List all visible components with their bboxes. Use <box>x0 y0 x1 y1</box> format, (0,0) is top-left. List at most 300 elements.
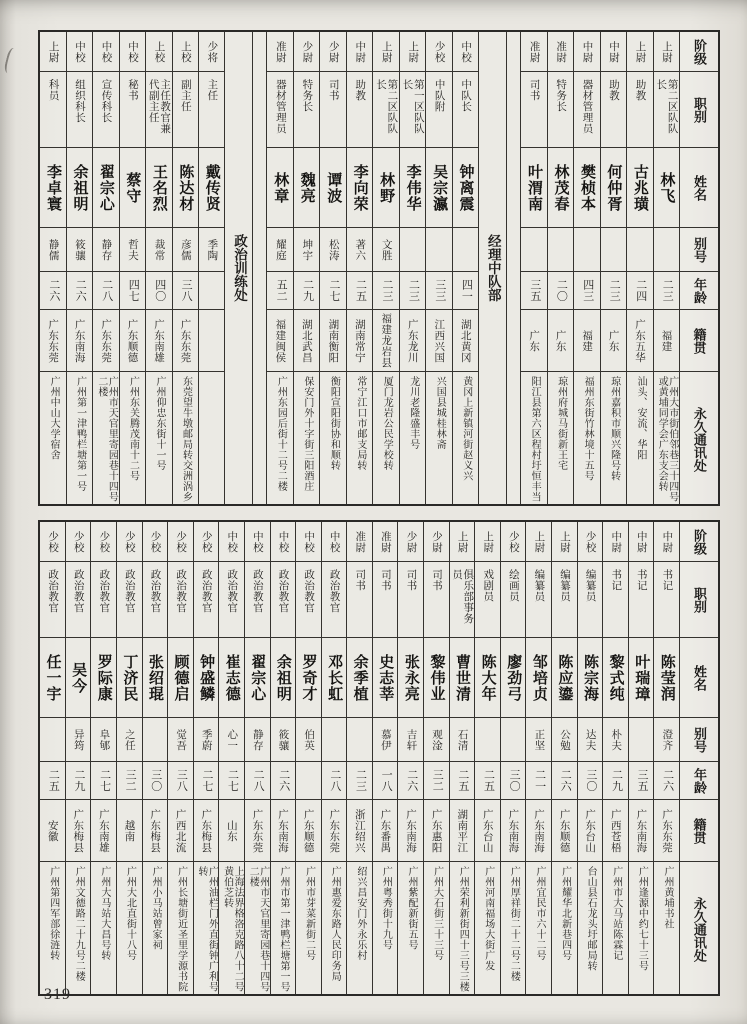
rank-cell: 中尉 <box>347 32 372 72</box>
person-column <box>520 32 546 504</box>
age-cell: 三〇 <box>501 762 526 800</box>
native-cell: 安徽 <box>40 800 65 862</box>
rank-cell: 上尉 <box>400 32 425 72</box>
address-cell: 广州大北直街十八号 <box>124 866 136 961</box>
age-cell: 三五 <box>521 272 546 310</box>
rank-cell: 上尉 <box>627 32 652 72</box>
native-cell: 广东南海 <box>629 800 654 862</box>
age-cell: 二三 <box>654 272 679 310</box>
rank-cell: 少校 <box>194 522 219 562</box>
rank-cell: 少将 <box>199 32 224 72</box>
row-header: 永久通讯处 <box>691 896 707 962</box>
person-column <box>372 522 398 994</box>
address-cell: 广州荣利新街四十三号三楼 <box>457 866 469 992</box>
native-cell: 广东台山 <box>578 800 603 862</box>
native-cell: 广东 <box>521 310 546 372</box>
alias-cell: 之任 <box>117 718 142 762</box>
row-header-column <box>679 32 718 504</box>
position-cell: 助教 <box>627 72 652 148</box>
rank-cell: 中尉 <box>574 32 599 72</box>
address-cell: 广州河南福场大街广发 <box>482 866 494 971</box>
person-column <box>399 32 425 504</box>
age-cell: 二三 <box>373 272 398 310</box>
address-cell: 广州第一津鸭栏塘第一号 <box>74 376 86 492</box>
position-cell: 主任教官兼代副主任 <box>146 72 171 148</box>
position-cell: 助教 <box>601 72 626 148</box>
native-cell: 广东东莞 <box>40 310 65 372</box>
native-cell: 福建龙岩县 <box>373 310 398 372</box>
name-cell: 叶渭南 <box>521 148 546 228</box>
position-cell: 司书 <box>398 562 423 638</box>
position-cell: 政治教官 <box>271 562 296 638</box>
address-cell: 广州油栏门外直街钟广利号转 <box>196 866 218 992</box>
person-column <box>244 522 270 994</box>
position-cell: 书记 <box>603 562 628 638</box>
address-cell: 台山县石龙头圩邮局转 <box>585 866 597 971</box>
alias-cell: 观淦 <box>424 718 449 762</box>
position-cell: 戏剧员 <box>475 562 500 638</box>
position-cell: 政治教官 <box>117 562 142 638</box>
native-cell: 湖北武昌 <box>294 310 319 372</box>
address-cell: 广州市大马站陈霖记 <box>610 866 622 961</box>
row-header: 姓名 <box>680 148 718 228</box>
name-cell: 陈宗海 <box>578 638 603 718</box>
name-cell: 蔡守 <box>120 148 145 228</box>
age-cell: 五二 <box>267 272 292 310</box>
person-column <box>66 32 92 504</box>
alias-cell <box>322 718 347 762</box>
age-cell: 四〇 <box>146 272 171 310</box>
alias-cell <box>574 228 599 272</box>
name-cell: 何仲胥 <box>601 148 626 228</box>
row-header: 年龄 <box>680 762 718 800</box>
address-cell: 琼州府城马街新王宅 <box>555 376 567 471</box>
native-cell: 广东梅县 <box>194 800 219 862</box>
native-cell: 广东顺德 <box>552 800 577 862</box>
position-cell: 副主任 <box>173 72 198 148</box>
alias-cell: 石清 <box>450 718 475 762</box>
person-column <box>602 522 628 994</box>
native-cell: 广东南雄 <box>146 310 171 372</box>
alias-cell <box>347 718 372 762</box>
native-cell: 福建 <box>574 310 599 372</box>
person-column <box>423 522 449 994</box>
rank-cell: 少尉 <box>398 522 423 562</box>
rank-cell: 少校 <box>143 522 168 562</box>
person-column <box>626 32 652 504</box>
rank-cell: 中校 <box>219 522 244 562</box>
section-label: 政治训练处 <box>231 234 247 302</box>
age-cell: 二五 <box>40 762 65 800</box>
rank-cell: 上尉 <box>373 32 398 72</box>
age-cell: 二六 <box>40 272 65 310</box>
age-cell: 二九 <box>66 762 91 800</box>
rank-cell: 中校 <box>322 522 347 562</box>
person-column <box>293 32 319 504</box>
alias-cell: 季陶 <box>199 228 224 272</box>
person-column <box>167 522 193 994</box>
position-cell: 中队长 <box>453 72 478 148</box>
age-cell: 二一 <box>526 762 551 800</box>
name-cell: 张绍琨 <box>143 638 168 718</box>
age-cell: 三五 <box>629 762 654 800</box>
age-cell: 二七 <box>194 762 219 800</box>
native-cell <box>199 310 224 372</box>
row-header: 姓名 <box>680 638 718 718</box>
address-cell: 广州黄埔书社 <box>661 866 673 929</box>
alias-cell <box>400 228 425 272</box>
address-cell: 龙川老隆盛丰号 <box>407 376 419 450</box>
section-divider-column <box>224 32 252 504</box>
name-cell: 林章 <box>267 148 292 228</box>
native-cell: 湖南衡阳 <box>320 310 345 372</box>
address-cell: 广州文德路二十九号二楼 <box>73 866 85 982</box>
row-header: 籍贯 <box>680 800 718 862</box>
rank-cell: 上尉 <box>40 32 65 72</box>
position-cell: 秘书 <box>120 72 145 148</box>
rank-cell: 准尉 <box>267 32 292 72</box>
native-cell: 广东五华 <box>627 310 652 372</box>
address-cell: 广州厚祥街二十二号二楼 <box>508 866 520 982</box>
age-cell: 二九 <box>294 272 319 310</box>
address-cell <box>199 372 224 504</box>
person-column <box>346 522 372 994</box>
position-cell: 科员 <box>40 72 65 148</box>
position-cell: 司书 <box>320 72 345 148</box>
address-cell: 广州小马站曾家祠 <box>150 866 162 950</box>
age-cell <box>296 762 321 800</box>
person-column <box>172 32 198 504</box>
alias-cell: 耀庭 <box>267 228 292 272</box>
name-cell: 邓长虹 <box>322 638 347 718</box>
alias-cell <box>548 228 573 272</box>
page-number: 319 <box>44 986 71 1003</box>
row-header: 永久通讯处 <box>691 406 707 472</box>
native-cell: 浙江绍兴 <box>347 800 372 862</box>
rank-cell: 少尉 <box>294 32 319 72</box>
native-cell: 广东 <box>548 310 573 372</box>
name-cell: 陈应鎏 <box>552 638 577 718</box>
age-cell: 二四 <box>627 272 652 310</box>
alias-cell <box>654 228 679 272</box>
name-cell: 陈莹润 <box>654 638 679 718</box>
native-cell: 湖南平江 <box>450 800 475 862</box>
name-cell: 樊桢本 <box>574 148 599 228</box>
row-header: 别号 <box>680 718 718 762</box>
native-cell: 广东南海 <box>67 310 92 372</box>
person-column <box>295 522 321 994</box>
person-column <box>397 522 423 994</box>
alias-cell <box>426 228 451 272</box>
person-column <box>270 522 296 994</box>
alias-cell: 慕伊 <box>373 718 398 762</box>
age-cell: 二五 <box>347 272 372 310</box>
name-cell: 黎伟业 <box>424 638 449 718</box>
position-cell: 政治教官 <box>322 562 347 638</box>
age-cell: 二六 <box>654 762 679 800</box>
native-cell: 广西苍梧 <box>603 800 628 862</box>
rank-cell: 准尉 <box>347 522 372 562</box>
age-cell: 二五 <box>475 762 500 800</box>
native-cell: 广东南雄 <box>91 800 116 862</box>
name-cell: 古兆璜 <box>627 148 652 228</box>
person-column <box>577 522 603 994</box>
row-header: 籍贯 <box>680 310 718 372</box>
age-cell: 四三 <box>574 272 599 310</box>
address-cell: 广州市天官里寄园巷十四号二楼 <box>247 866 269 992</box>
spacer-column <box>252 32 266 504</box>
address-cell: 东莞望牛墩邮局转交洲涡乡 <box>180 376 192 502</box>
address-cell: 广州粤秀街十九号 <box>380 866 392 950</box>
person-column <box>500 522 526 994</box>
position-cell: 中队附 <box>426 72 451 148</box>
age-cell: 三二 <box>117 762 142 800</box>
position-cell: 俱乐部事务员 <box>450 562 475 638</box>
person-column <box>628 522 654 994</box>
name-cell: 罗奇才 <box>296 638 321 718</box>
person-column <box>90 522 116 994</box>
name-cell: 李向荣 <box>347 148 372 228</box>
person-column <box>474 522 500 994</box>
address-cell: 广州中山大学宿舍 <box>48 376 60 460</box>
person-column <box>193 522 219 994</box>
name-cell: 魏亮 <box>294 148 319 228</box>
person-column <box>266 32 292 504</box>
age-cell: 二六 <box>271 762 296 800</box>
age-cell: 二三 <box>601 272 626 310</box>
name-cell: 吴宗瀛 <box>426 148 451 228</box>
person-column <box>321 522 347 994</box>
native-cell: 广东南海 <box>271 800 296 862</box>
rank-cell: 中校 <box>296 522 321 562</box>
rank-cell: 少校 <box>66 522 91 562</box>
rank-cell: 少校 <box>40 522 65 562</box>
alias-cell: 筱骧 <box>67 228 92 272</box>
person-column <box>319 32 345 504</box>
age-cell: 三八 <box>168 762 193 800</box>
position-cell: 主任 <box>199 72 224 148</box>
position-cell: 编纂员 <box>578 562 603 638</box>
position-cell: 政治教官 <box>168 562 193 638</box>
name-cell: 叶瑞璋 <box>629 638 654 718</box>
address-cell: 琼州嘉积市顺兴隆号转 <box>608 376 620 481</box>
alias-cell <box>601 228 626 272</box>
roster-table-top <box>38 30 720 506</box>
native-cell: 广东南海 <box>398 800 423 862</box>
name-cell: 陈大年 <box>475 638 500 718</box>
name-cell: 谭波 <box>320 148 345 228</box>
age-cell: 三八 <box>173 272 198 310</box>
name-cell: 崔志德 <box>219 638 244 718</box>
person-column <box>600 32 626 504</box>
alias-cell: 著六 <box>347 228 372 272</box>
name-cell: 钟离震 <box>453 148 478 228</box>
age-cell: 四一 <box>453 272 478 310</box>
name-cell: 林茂春 <box>548 148 573 228</box>
alias-cell: 裁常 <box>146 228 171 272</box>
position-cell: 宣传科长 <box>93 72 118 148</box>
rank-cell: 中校 <box>271 522 296 562</box>
rank-cell: 少校 <box>501 522 526 562</box>
name-cell: 罗际康 <box>91 638 116 718</box>
native-cell: 广东梅县 <box>66 800 91 862</box>
address-cell: 广州逢源中约七十三号 <box>636 866 648 971</box>
name-cell: 余祖明 <box>271 638 296 718</box>
rank-cell: 少校 <box>426 32 451 72</box>
position-cell: 政治教官 <box>219 562 244 638</box>
age-cell: 二三 <box>347 762 372 800</box>
address-cell: 广州惠爱东路人民印务局 <box>329 866 341 982</box>
position-cell: 司书 <box>373 562 398 638</box>
name-cell: 吴今 <box>66 638 91 718</box>
alias-cell: 正坚 <box>526 718 551 762</box>
name-cell: 钟盛鳞 <box>194 638 219 718</box>
rank-cell: 中尉 <box>603 522 628 562</box>
person-column <box>551 522 577 994</box>
rank-cell: 中尉 <box>654 522 679 562</box>
alias-cell: 季蔚 <box>194 718 219 762</box>
position-cell: 司书 <box>347 562 372 638</box>
alias-cell: 静儒 <box>40 228 65 272</box>
person-column <box>92 32 118 504</box>
position-cell: 司书 <box>424 562 449 638</box>
rank-cell: 上尉 <box>654 32 679 72</box>
alias-cell: 静存 <box>93 228 118 272</box>
person-column <box>425 32 451 504</box>
native-cell: 广东顺德 <box>120 310 145 372</box>
age-cell: 二七 <box>320 272 345 310</box>
person-column <box>346 32 372 504</box>
person-column <box>653 32 679 504</box>
position-cell: 第二区队队长 <box>654 72 679 148</box>
name-cell: 戴传贤 <box>199 148 224 228</box>
rank-cell: 上校 <box>146 32 171 72</box>
age-cell: 二九 <box>603 762 628 800</box>
position-cell: 器材管理员 <box>574 72 599 148</box>
address-cell: 广州市天官里寄园巷十四号二楼 <box>95 376 118 502</box>
name-cell: 史志莘 <box>373 638 398 718</box>
name-cell: 翟宗心 <box>245 638 270 718</box>
name-cell: 余季植 <box>347 638 372 718</box>
rank-cell: 中尉 <box>601 32 626 72</box>
position-cell: 第一区队队长 <box>400 72 425 148</box>
name-cell: 顾德启 <box>168 638 193 718</box>
position-cell: 编纂员 <box>552 562 577 638</box>
native-cell: 广东南海 <box>501 800 526 862</box>
name-cell: 李卓寰 <box>40 148 65 228</box>
alias-cell <box>627 228 652 272</box>
person-column <box>653 522 679 994</box>
alias-cell: 哲夫 <box>120 228 145 272</box>
address-cell: 广州大石街三十三号 <box>431 866 443 961</box>
rank-cell: 中校 <box>453 32 478 72</box>
alias-cell: 心一 <box>219 718 244 762</box>
address-cell: 广州大马站大昌号转 <box>98 866 110 961</box>
alias-cell: 彦儒 <box>173 228 198 272</box>
age-cell: 二八 <box>93 272 118 310</box>
native-cell: 广东番禺 <box>373 800 398 862</box>
rank-cell: 中校 <box>67 32 92 72</box>
row-header: 阶级 <box>680 522 718 562</box>
person-column <box>573 32 599 504</box>
rank-cell: 上尉 <box>450 522 475 562</box>
native-cell: 湖南常宁 <box>347 310 372 372</box>
age-cell: 三三 <box>426 272 451 310</box>
alias-cell: 筱骧 <box>271 718 296 762</box>
native-cell: 广东惠阳 <box>424 800 449 862</box>
alias-cell <box>629 718 654 762</box>
age-cell: 二七 <box>91 762 116 800</box>
alias-cell: 异筠 <box>66 718 91 762</box>
native-cell: 越南 <box>117 800 142 862</box>
row-header-column <box>679 522 718 994</box>
alias-cell: 坤宇 <box>294 228 319 272</box>
rank-cell: 少校 <box>91 522 116 562</box>
address-cell: 广州东关腾茂南十二号 <box>127 376 139 481</box>
rank-cell: 上尉 <box>475 522 500 562</box>
position-cell: 第二区队队长 <box>373 72 398 148</box>
alias-cell: 松涛 <box>320 228 345 272</box>
age-cell: 三〇 <box>143 762 168 800</box>
position-cell: 司书 <box>521 72 546 148</box>
age-cell: 二七 <box>219 762 244 800</box>
address-cell: 绍兴昌安门外永乐村 <box>354 866 366 961</box>
native-cell: 山东 <box>219 800 244 862</box>
rank-cell: 少校 <box>117 522 142 562</box>
position-cell: 政治教官 <box>91 562 116 638</box>
address-cell: 黄冈上新镇河街赵义兴 <box>460 376 472 481</box>
alias-cell <box>501 718 526 762</box>
section-divider-column <box>478 32 506 504</box>
address-cell: 广州市芽菜新街二号 <box>303 866 315 961</box>
native-cell: 湖北黄冈 <box>453 310 478 372</box>
person-column <box>40 522 65 994</box>
alias-cell: 觉吾 <box>168 718 193 762</box>
address-cell: 阳江县第六区程村圩恒丰当 <box>529 376 541 502</box>
alias-cell: 伯英 <box>296 718 321 762</box>
section-label: 经理中队部 <box>485 234 501 302</box>
address-cell: 广州紫配新街五号 <box>406 866 418 950</box>
age-cell: 二八 <box>322 762 347 800</box>
position-cell: 器材管理员 <box>267 72 292 148</box>
alias-cell <box>475 718 500 762</box>
person-column <box>40 32 65 504</box>
alias-cell <box>453 228 478 272</box>
person-column <box>547 32 573 504</box>
person-column <box>372 32 398 504</box>
row-header: 别号 <box>680 228 718 272</box>
address-cell: 广州市第一津鸭栏塘第一号 <box>278 866 290 992</box>
position-cell: 政治教官 <box>296 562 321 638</box>
native-cell: 广东龙川 <box>400 310 425 372</box>
person-column <box>449 522 475 994</box>
position-cell: 编纂员 <box>526 562 551 638</box>
alias-cell <box>40 718 65 762</box>
alias-cell: 澄齐 <box>654 718 679 762</box>
person-column <box>119 32 145 504</box>
rank-cell: 少校 <box>168 522 193 562</box>
position-cell: 政治教官 <box>40 562 65 638</box>
name-cell: 邹培贞 <box>526 638 551 718</box>
person-column <box>142 522 168 994</box>
person-column <box>452 32 478 504</box>
address-cell: 厦门龙岩公民学校转 <box>381 376 393 471</box>
age-cell: 三〇 <box>578 762 603 800</box>
alias-cell: 朴夫 <box>603 718 628 762</box>
name-cell: 陈达材 <box>173 148 198 228</box>
age-cell: 二六 <box>398 762 423 800</box>
name-cell: 林飞 <box>654 148 679 228</box>
